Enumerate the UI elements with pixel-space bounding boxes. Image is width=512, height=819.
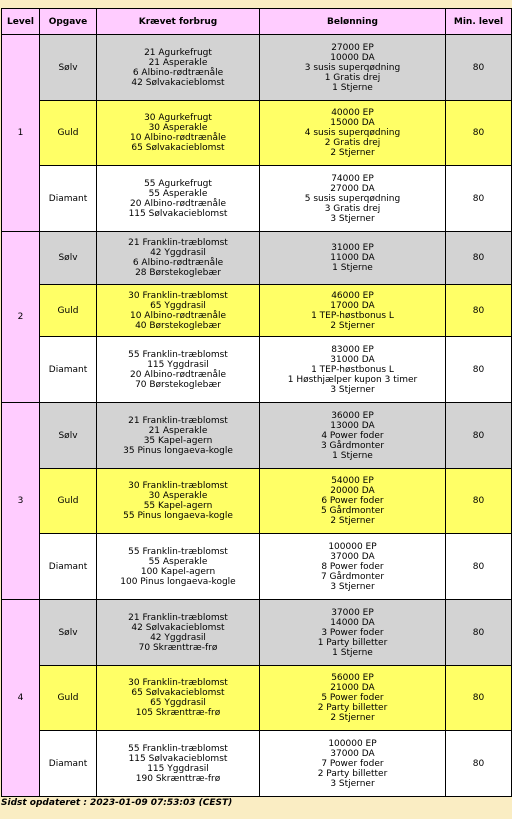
header-task: Opgave	[40, 9, 97, 35]
required-item: 21 Franklin-træblomst	[128, 612, 228, 623]
task-name-cell: Guld	[40, 285, 97, 337]
table-row	[2, 232, 512, 285]
required-item: 65 Sølvakacieblomst	[131, 688, 225, 698]
reward-item: 27000 DA	[330, 183, 375, 194]
required-item: 30 Agurkefrugt	[144, 113, 212, 123]
reward-item: 40000 EP	[331, 108, 374, 118]
required-item: 35 Pinus longaeva-kogle	[123, 445, 233, 456]
task-name-cell: Diamant	[40, 166, 97, 232]
table-row	[2, 35, 512, 101]
reward-cell	[260, 232, 446, 285]
required-cell	[97, 232, 260, 285]
reward-item: 17000 DA	[330, 300, 375, 311]
min-level-cell: 80	[446, 666, 512, 731]
reward-item: 3 Power foder	[321, 627, 384, 638]
task-name-cell: Diamant	[40, 731, 97, 797]
reward-cell	[260, 337, 446, 403]
reward-item: 2 Party billetter	[317, 768, 388, 779]
reward-cell	[260, 666, 446, 731]
reward-item: 3 Gratis drej	[324, 203, 381, 214]
required-item: 21 Franklin-træblomst	[128, 238, 228, 248]
reward-item: 4 susis superqødning	[304, 128, 401, 138]
min-level-cell: 80	[446, 35, 512, 101]
reward-cell	[260, 469, 446, 534]
required-item: 70 Børstekoglebær	[135, 379, 221, 390]
required-item: 65 Yggdrasil	[150, 698, 206, 708]
required-item: 55 Asperakle	[148, 556, 208, 567]
reward-item: 20000 DA	[330, 486, 375, 496]
required-item: 20 Albino-rødtrænåle	[129, 369, 227, 380]
reward-item: 5 susis superqødning	[304, 193, 401, 204]
header-reward: Belønning	[260, 9, 446, 35]
reward-item: 10000 DA	[330, 52, 375, 63]
min-level-cell: 80	[446, 285, 512, 337]
required-item: 6 Albino-rødtrænåle	[132, 67, 224, 78]
required-item: 100 Pinus longaeva-kogle	[120, 576, 236, 587]
min-level-cell: 80	[446, 337, 512, 403]
required-item: 115 Sølvakacieblomst	[128, 208, 228, 219]
reward-item: 3 Stjerner	[330, 581, 375, 592]
reward-item: 31000 EP	[331, 243, 374, 253]
reward-item: 5 Gårdmonter	[320, 506, 385, 516]
required-item: 55 Franklin-træblomst	[128, 743, 228, 754]
reward-item: 37000 DA	[330, 748, 375, 759]
required-item: 190 Skrænttræ-frø	[135, 773, 221, 784]
reward-item: 1 Party billetter	[317, 637, 388, 648]
reward-item: 2 Stjerner	[330, 713, 375, 723]
task-name-cell: Sølv	[40, 35, 97, 101]
reward-item: 3 susis superqødning	[304, 62, 401, 73]
task-name-cell: Sølv	[40, 232, 97, 285]
reward-item: 1 Stjerne	[332, 82, 373, 93]
required-item: 55 Franklin-træblomst	[128, 546, 228, 557]
reward-item: 13000 DA	[330, 420, 375, 431]
reward-item: 7 Power foder	[321, 758, 384, 769]
task-name-cell: Guld	[40, 101, 97, 166]
required-item: 65 Sølvakacieblomst	[131, 143, 225, 153]
required-item: 42 Sølvakacieblomst	[131, 622, 225, 633]
required-item: 21 Asperakle	[148, 425, 208, 436]
min-level-cell: 80	[446, 232, 512, 285]
reward-item: 46000 EP	[331, 290, 374, 301]
table-row	[2, 534, 512, 600]
required-cell	[97, 534, 260, 600]
level-cell: 2	[2, 232, 40, 403]
required-item: 20 Albino-rødtrænåle	[129, 198, 227, 209]
required-item: 30 Franklin-træblomst	[128, 290, 228, 301]
required-cell	[97, 731, 260, 797]
last-updated: Sidst opdateret : 2023-01-09 07:53:03 (CEST)	[1, 798, 233, 808]
required-item: 115 Sølvakacieblomst	[128, 753, 228, 764]
task-name-cell: Guld	[40, 666, 97, 731]
required-item: 21 Franklin-træblomst	[128, 415, 228, 426]
table-body	[2, 35, 512, 797]
reward-cell	[260, 166, 446, 232]
reward-item: 56000 EP	[331, 673, 374, 683]
reward-item: 2 Stjerner	[330, 320, 375, 331]
reward-cell	[260, 731, 446, 797]
required-item: 10 Albino-rødtrænåle	[129, 310, 227, 321]
header-min-level: Min. level	[446, 9, 512, 35]
task-name-cell: Diamant	[40, 337, 97, 403]
task-name-cell: Sølv	[40, 403, 97, 469]
reward-item: 54000 EP	[331, 476, 374, 486]
reward-item: 6 Power foder	[321, 496, 384, 506]
required-item: 115 Yggdrasil	[147, 359, 209, 370]
required-cell	[97, 666, 260, 731]
reward-item: 37000 DA	[330, 551, 375, 562]
required-item: 30 Asperakle	[148, 123, 208, 133]
reward-item: 100000 EP	[328, 738, 377, 749]
required-item: 30 Asperakle	[148, 491, 208, 501]
reward-item: 37000 EP	[331, 607, 374, 618]
required-item: 65 Yggdrasil	[150, 300, 206, 311]
required-item: 28 Børstekoglebær	[135, 268, 221, 278]
required-item: 105 Skrænttræ-frø	[135, 708, 221, 718]
reward-item: 15000 DA	[330, 118, 375, 128]
required-item: 21 Asperakle	[148, 57, 208, 68]
reward-item: 3 Stjerner	[330, 384, 375, 395]
level-cell: 1	[2, 35, 40, 232]
required-cell	[97, 35, 260, 101]
required-cell	[97, 166, 260, 232]
reward-cell	[260, 285, 446, 337]
reward-cell	[260, 101, 446, 166]
min-level-cell: 80	[446, 731, 512, 797]
table-row	[2, 666, 512, 731]
required-cell	[97, 337, 260, 403]
required-item: 55 Asperakle	[148, 188, 208, 199]
table-row	[2, 403, 512, 469]
reward-cell	[260, 600, 446, 666]
reward-item: 8 Power foder	[321, 561, 384, 572]
reward-item: 1 Stjerne	[332, 450, 373, 461]
reward-item: 36000 EP	[331, 410, 374, 421]
table-row	[2, 600, 512, 666]
required-item: 55 Franklin-træblomst	[128, 349, 228, 360]
required-item: 30 Franklin-træblomst	[128, 481, 228, 491]
reward-item: 3 Stjerner	[330, 778, 375, 789]
level-cell: 3	[2, 403, 40, 600]
reward-item: 1 Stjerne	[332, 263, 373, 273]
required-item: 42 Yggdrasil	[150, 248, 206, 258]
rewards-table	[1, 8, 512, 797]
required-cell	[97, 600, 260, 666]
required-cell	[97, 469, 260, 534]
required-cell	[97, 101, 260, 166]
task-name-cell: Diamant	[40, 534, 97, 600]
reward-item: 14000 DA	[330, 617, 375, 628]
required-item: 40 Børstekoglebær	[135, 320, 221, 331]
reward-item: 31000 DA	[330, 354, 375, 365]
reward-item: 5 Power foder	[321, 693, 384, 703]
required-cell	[97, 285, 260, 337]
reward-item: 4 Power foder	[321, 430, 384, 441]
table-row	[2, 731, 512, 797]
min-level-cell: 80	[446, 534, 512, 600]
required-item: 10 Albino-rødtrænåle	[129, 133, 227, 143]
header-required: Krævet forbrug	[97, 9, 260, 35]
required-item: 30 Franklin-træblomst	[128, 678, 228, 688]
table-row	[2, 166, 512, 232]
min-level-cell: 80	[446, 469, 512, 534]
required-cell	[97, 403, 260, 469]
table-row	[2, 101, 512, 166]
reward-item: 2 Stjerner	[330, 148, 375, 158]
reward-item: 7 Gårdmonter	[320, 571, 385, 582]
required-item: 42 Yggdrasil	[150, 632, 206, 643]
reward-item: 100000 EP	[328, 541, 377, 552]
table-row	[2, 285, 512, 337]
required-item: 55 Agurkefrugt	[144, 178, 212, 189]
required-item: 21 Agurkefrugt	[144, 47, 212, 58]
table-row	[2, 337, 512, 403]
reward-item: 1 TEP-høstbonus L	[311, 310, 394, 321]
reward-cell	[260, 35, 446, 101]
reward-item: 11000 DA	[330, 253, 375, 263]
reward-item: 3 Gårdmonter	[320, 440, 385, 451]
reward-cell	[260, 403, 446, 469]
required-item: 70 Skrænttræ-frø	[138, 642, 218, 653]
reward-item: 21000 DA	[330, 683, 375, 693]
reward-cell	[260, 534, 446, 600]
required-item: 55 Pinus longaeva-kogle	[123, 511, 233, 521]
reward-item: 2 Gratis drej	[324, 138, 381, 148]
table-header-row	[2, 9, 512, 35]
min-level-cell: 80	[446, 101, 512, 166]
required-item: 42 Sølvakacieblomst	[131, 77, 225, 88]
required-item: 35 Kapel-agern	[143, 435, 213, 446]
reward-item: 1 Stjerne	[332, 647, 373, 658]
reward-item: 1 Gratis drej	[324, 72, 381, 83]
reward-item: 3 Stjerner	[330, 213, 375, 224]
reward-item: 1 Høsthjælper kupon 3 timer	[287, 374, 418, 385]
header-level: Level	[2, 9, 40, 35]
required-item: 6 Albino-rødtrænåle	[132, 258, 224, 268]
reward-item: 2 Party billetter	[317, 703, 388, 713]
level-cell: 4	[2, 600, 40, 797]
task-name-cell: Sølv	[40, 600, 97, 666]
required-item: 100 Kapel-agern	[140, 566, 216, 577]
reward-item: 1 TEP-høstbonus L	[311, 364, 394, 375]
min-level-cell: 80	[446, 600, 512, 666]
reward-item: 83000 EP	[331, 344, 374, 355]
reward-item: 27000 EP	[331, 42, 374, 53]
reward-item: 74000 EP	[331, 173, 374, 184]
min-level-cell: 80	[446, 166, 512, 232]
reward-item: 2 Stjerner	[330, 516, 375, 526]
table-row	[2, 469, 512, 534]
min-level-cell: 80	[446, 403, 512, 469]
required-item: 55 Kapel-agern	[143, 501, 213, 511]
required-item: 115 Yggdrasil	[147, 763, 209, 774]
task-name-cell: Guld	[40, 469, 97, 534]
